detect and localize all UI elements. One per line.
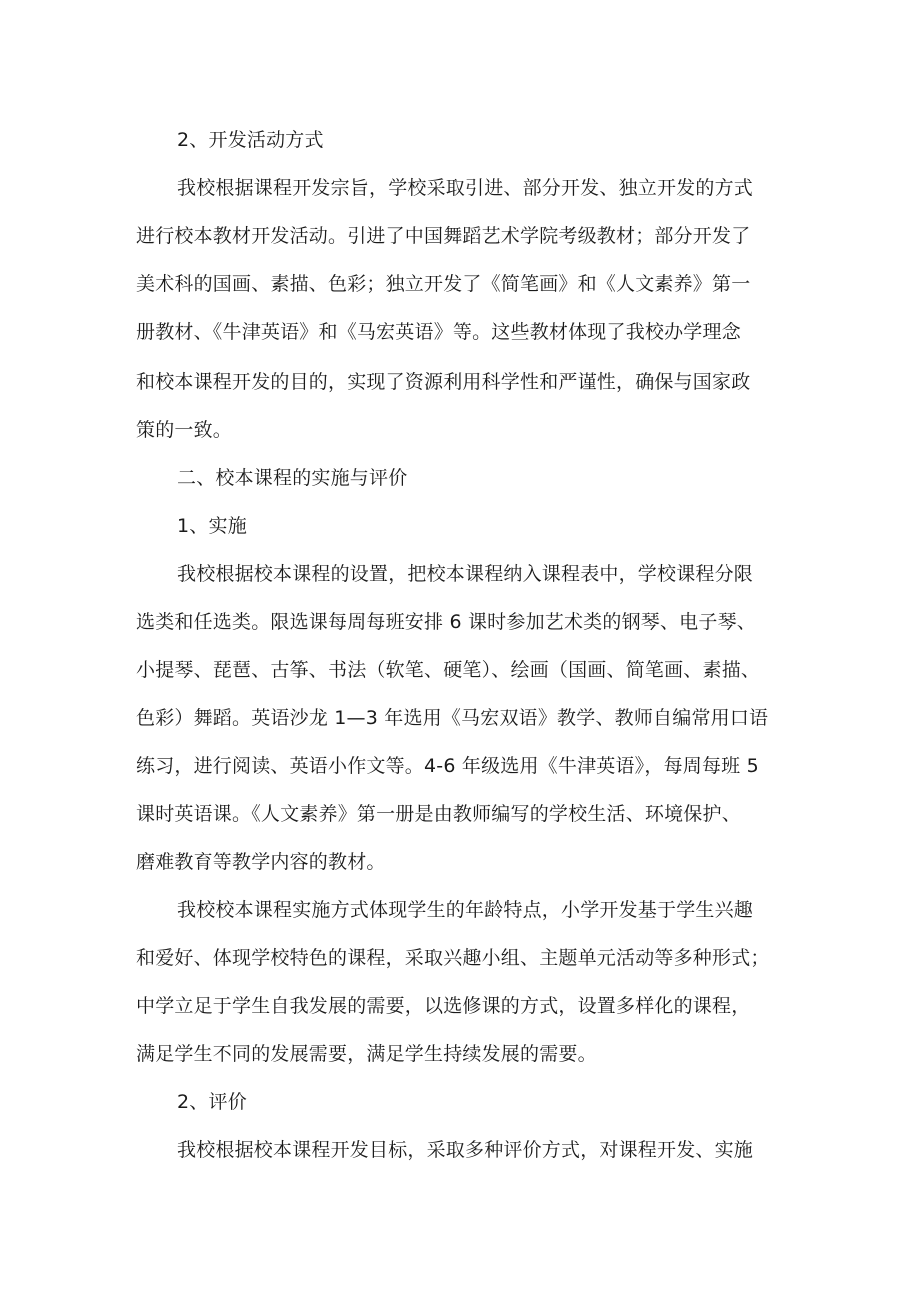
- paragraph-line: 课时英语课。《人文素养》第一册是由教师编写的学校生活、环境保护、: [136, 803, 741, 825]
- paragraph-line: 进行校本教材开发活动。引进了中国舞蹈艺术学院考级教材；部分开发了: [136, 225, 751, 247]
- paragraph-line: 我校根据课程开发宗旨，学校采取引进、部分开发、独立开发的方式: [177, 177, 754, 199]
- subsection-heading: 1、实施: [177, 515, 247, 537]
- paragraph-line: 美术科的国画、素描、色彩；独立开发了《简笔画》和《人文素养》第一: [136, 273, 751, 295]
- paragraph-line: 我校根据校本课程的设置，把校本课程纳入课程表中，学校课程分限: [177, 563, 754, 585]
- subsection-heading: 2、开发活动方式: [177, 129, 324, 151]
- subsection-heading: 2、评价: [177, 1091, 247, 1113]
- paragraph-line: 满足学生不同的发展需要，满足学生持续发展的需要。: [136, 1043, 597, 1065]
- paragraph-line: 册教材、《牛津英语》和《马宏英语》等。这些教材体现了我校办学理念: [136, 321, 741, 343]
- paragraph-line: 磨难教育等教学内容的教材。: [136, 851, 386, 873]
- paragraph-line: 色彩）舞蹈。英语沙龙 1—3 年选用《马宏双语》教学、教师自编常用口语: [136, 707, 769, 729]
- paragraph-line: 和校本课程开发的目的，实现了资源利用科学性和严谨性，确保与国家政: [136, 371, 751, 393]
- paragraph-line: 选类和任选类。限选课每周每班安排 6 课时参加艺术类的钢琴、电子琴、: [136, 611, 756, 633]
- paragraph-line: 我校校本课程实施方式体现学生的年龄特点，小学开发基于学生兴趣: [177, 899, 754, 921]
- paragraph-line: 我校根据校本课程开发目标，采取多种评价方式，对课程开发、实施: [177, 1139, 754, 1161]
- paragraph-line: 小提琴、琵琶、古筝、书法（软笔、硬笔）、绘画（国画、简笔画、素描、: [136, 659, 761, 681]
- paragraph-line: 和爱好、体现学校特色的课程，采取兴趣小组、主题单元活动等多种形式；: [136, 947, 770, 969]
- paragraph-line: 中学立足于学生自我发展的需要，以选修课的方式，设置多样化的课程，: [136, 995, 751, 1017]
- paragraph-line: 策的一致。: [136, 419, 233, 441]
- paragraph-line: 练习，进行阅读、英语小作文等。4-6 年级选用《牛津英语》，每周每班 5: [136, 755, 759, 777]
- section-heading: 二、校本课程的实施与评价: [177, 467, 408, 489]
